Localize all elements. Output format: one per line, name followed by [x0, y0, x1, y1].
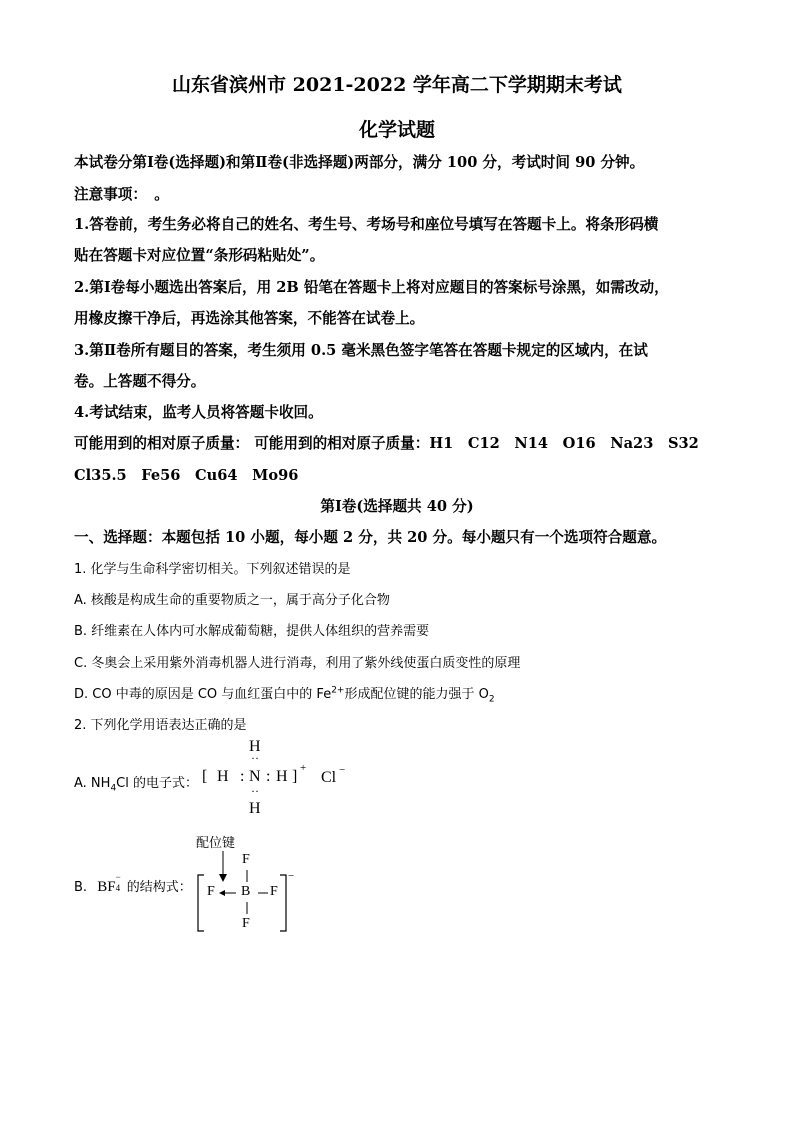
- question-1-option-b: B. 纤维素在人体内可水解成葡萄糖，提供人体组织的营养需要: [74, 624, 430, 639]
- option-b-formula-sup: −: [115, 872, 121, 882]
- question-1-option-d: [74, 683, 495, 705]
- question-2-stem: 2. 下列化学用语表达正确的是: [74, 718, 247, 733]
- instructions-intro: 本试卷分第Ⅰ卷(选择题)和第Ⅱ卷(非选择题)两部分，满分 100 分，考试时间 90 分钟。: [74, 154, 645, 171]
- lewis-dots-top: ··: [251, 751, 259, 765]
- bf4-structure: [188, 830, 298, 936]
- lewis-h-top: H: [249, 738, 261, 755]
- lewis-cation-charge: +: [300, 762, 307, 774]
- question-1-option-c: C. 冬奥会上采用紫外消毒机器人进行消毒，利用了紫外线使蛋白质变性的原理: [74, 656, 521, 671]
- option-d-middle: 形成配位键的能力强于 O: [344, 687, 489, 702]
- notice-item-1-line-1: 1.答卷前，考生务必将自己的姓名、考生号、考场号和座位号填写在答题卡上。将条形码横: [74, 216, 659, 233]
- bf4-b-atom: B: [241, 884, 251, 899]
- notice-item-2-line-2: 用橡皮擦干净后，再选涂其他答案，不能答在试卷上。: [74, 310, 425, 327]
- coordinate-bond-annotation: 配位键: [196, 836, 236, 851]
- lewis-anion: Cl: [321, 769, 337, 786]
- lewis-right-bracket: ]: [292, 768, 298, 785]
- question-2-option-b-label: [74, 872, 192, 896]
- lewis-n: N: [249, 768, 261, 785]
- atomic-masses-line-2: Cl35.5 Fe56 Cu64 Mo96: [74, 467, 299, 484]
- bf4-charge: −: [288, 870, 295, 882]
- option-a-suffix: Cl 的电子式：: [116, 776, 198, 791]
- lewis-anion-charge: −: [339, 764, 346, 776]
- option-b-formula-sub: 4: [115, 883, 121, 893]
- notice-item-3-line-2: 卷。上答题不得分。: [74, 373, 206, 390]
- question-1-option-a: A. 核酸是构成生命的重要物质之一，属于高分子化合物: [74, 593, 390, 608]
- option-b-prefix: B.: [74, 880, 88, 895]
- notice-item-3-line-1: 3.第Ⅱ卷所有题目的答案，考生须用 0.5 毫米黑色签字笔答在答题卡规定的区域内，在试: [74, 342, 648, 359]
- lewis-h-right: H: [276, 768, 288, 785]
- lewis-left-bracket: [: [202, 768, 208, 785]
- atomic-masses-line-1: 可能用到的相对原子质量： 可能用到的相对原子质量：H1 C12 N14 O16 Na23 S32: [74, 435, 699, 452]
- option-d-prefix: D. CO 中毒的原因是 CO 与血红蛋白中的 Fe: [74, 687, 332, 702]
- bf4-f-left: F: [207, 884, 215, 899]
- exam-title: 山东省滨州市 2021-2022 学年高二下学期期末考试: [172, 74, 622, 96]
- exam-subtitle: 化学试题: [358, 119, 435, 141]
- question-1-stem: 1. 化学与生命科学密切相关。下列叙述错误的是: [74, 562, 351, 577]
- question-2-option-a-label: [74, 772, 198, 794]
- bf4-f-right: F: [270, 884, 278, 899]
- lewis-dots-bottom: ··: [251, 784, 259, 798]
- lewis-structure: [196, 738, 356, 820]
- option-d-subscript: 2: [488, 694, 495, 705]
- option-b-suffix: 的结构式：: [126, 880, 192, 895]
- lewis-colon-right: :: [266, 768, 271, 785]
- bf4-f-top: F: [242, 852, 250, 867]
- notice-heading: 注意事项： 。: [74, 186, 169, 203]
- part-heading: 一、选择题：本题包括 10 小题，每小题 2 分，共 20 分。每小题只有一个选项符合题意。: [74, 529, 667, 546]
- option-b-formula: [97, 872, 122, 895]
- notice-item-1-line-2: 贴在答题卡对应位置“条形码粘贴处”。: [74, 247, 325, 264]
- notice-item-2-line-1: 2.第Ⅰ卷每小题选出答案后，用 2B 铅笔在答题卡上将对应题目的答案标号涂黑，如需改动，: [74, 279, 669, 296]
- notice-item-4: 4.考试结束，监考人员将答题卡收回。: [74, 404, 323, 421]
- lewis-h-left: H: [217, 768, 229, 785]
- option-a-subscript: 4: [110, 783, 117, 794]
- option-d-superscript: 2+: [331, 685, 345, 696]
- lewis-h-bottom: H: [249, 800, 261, 817]
- option-a-prefix: A. NH: [74, 776, 111, 791]
- bf4-f-bottom: F: [242, 916, 250, 931]
- section-heading: 第Ⅰ卷(选择题共 40 分): [320, 498, 474, 515]
- lewis-colon-left: :: [240, 768, 245, 785]
- option-b-formula-main: BF: [97, 879, 116, 895]
